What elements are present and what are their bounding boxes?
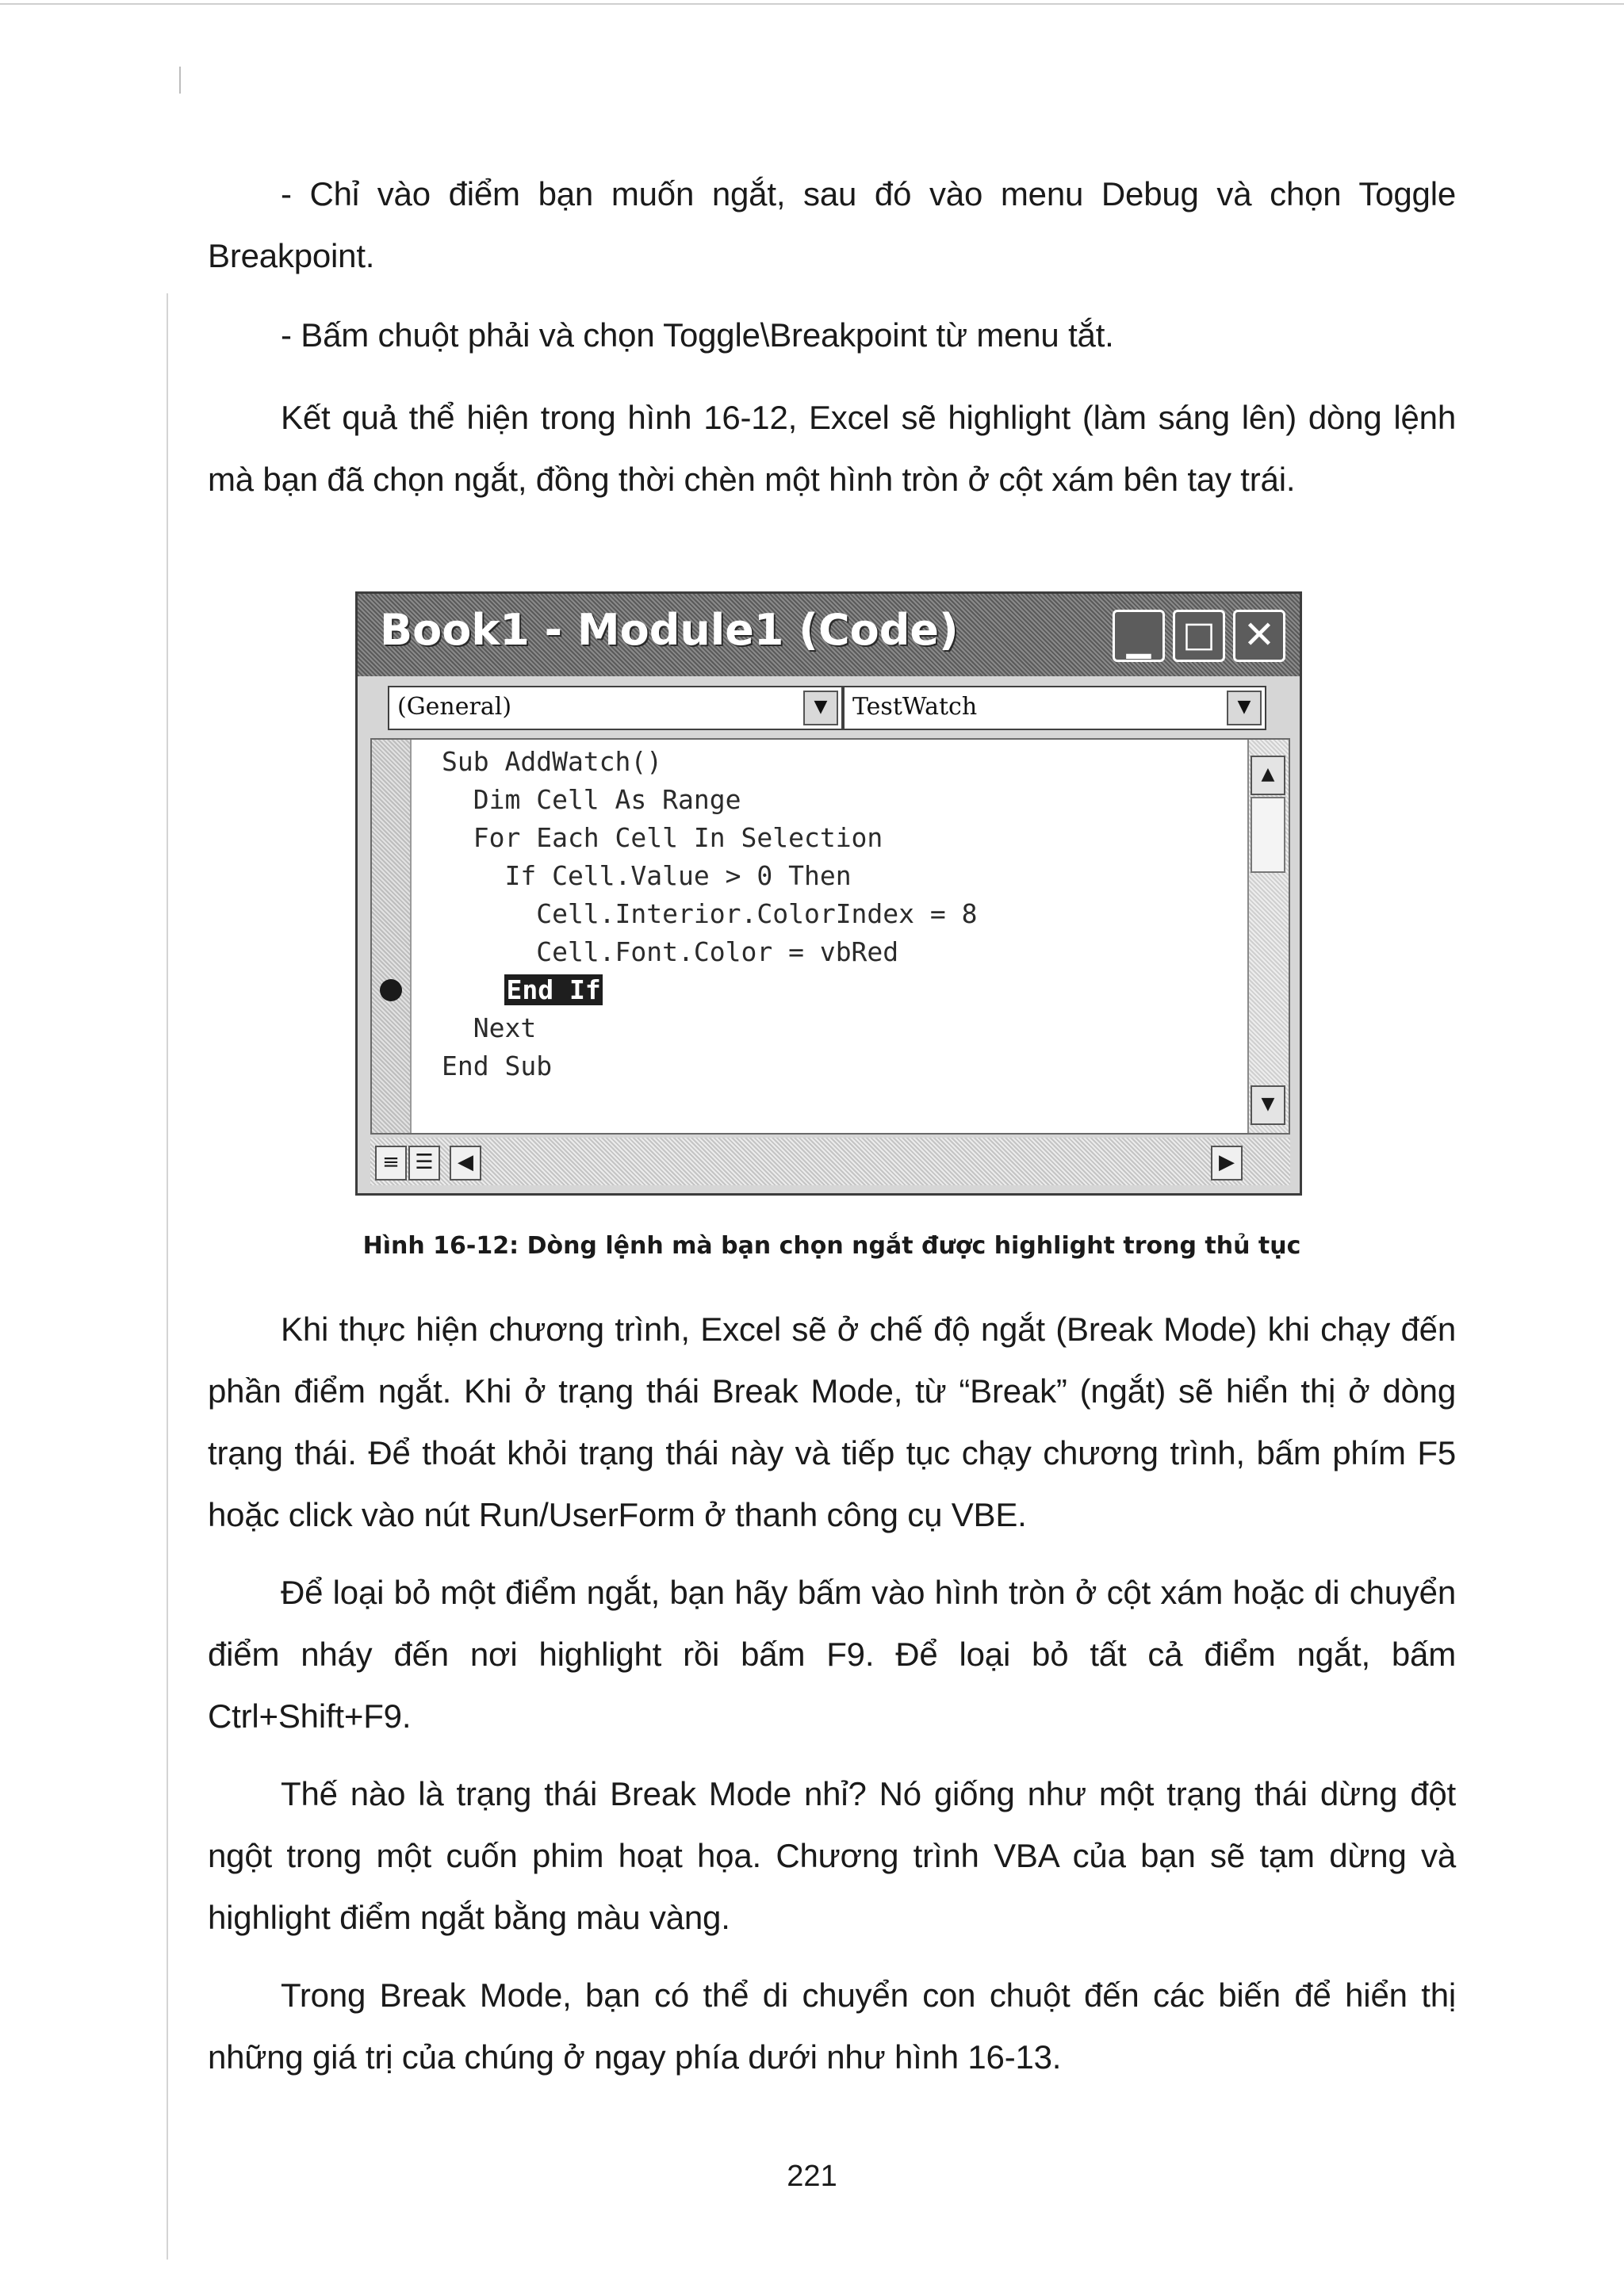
minimize-button[interactable] [1113,610,1165,662]
scroll-right-icon[interactable]: ▶ [1211,1146,1243,1181]
vertical-scrollbar[interactable] [1247,740,1289,1133]
code-line[interactable]: End Sub [442,1050,553,1081]
maximize-icon: □ [1182,614,1216,655]
paragraph-right-click: - Bấm chuột phải và chọn Toggle\Breakpoint từ menu tắt. [281,316,1114,354]
full-module-view-icon[interactable]: ☰ [408,1146,440,1181]
procedure-dropdown[interactable] [843,686,1266,730]
paragraph-remove-breakpoint: Để loại bỏ một điểm ngắt, bạn hãy bấm vào hình tròn ở cột xám hoặc di chuyển điểm nháy đến nơi highlight rồi bấm F9. Để loại bỏ tất cả điểm ngắt, bấm Ctrl+Shift+F9. [208,1574,1456,1735]
code-lines [442,743,978,1085]
close-button[interactable] [1233,610,1285,662]
scroll-left-icon[interactable]: ◀ [450,1146,481,1181]
code-line[interactable]: Cell.Interior.ColorIndex = 8 [442,898,978,929]
vbe-code-window [355,591,1302,1196]
object-dropdown-value: (General) [397,693,512,721]
code-line[interactable]: For Each Cell In Selection [442,822,883,853]
breakpoint-icon[interactable] [380,979,402,1001]
scan-margin-line [167,293,168,2260]
object-dropdown[interactable] [388,686,843,730]
highlighted-breakpoint-line: End If [506,974,601,1005]
code-editor[interactable] [370,738,1290,1135]
minimize-icon: ▁ [1126,622,1151,659]
window-titlebar[interactable] [358,594,1300,676]
figure-caption: Hình 16-12: Dòng lệnh mà bạn chọn ngắt được highlight trong thủ tục [362,1232,1301,1260]
code-line-breakpoint[interactable] [442,971,978,1009]
horizontal-scrollbar[interactable] [370,1138,1290,1185]
window-title: Book1 - Module1 (Code) [380,605,959,655]
procedure-view-icon[interactable]: ≡ [375,1146,407,1181]
chevron-down-icon[interactable]: ▼ [1227,691,1262,725]
scroll-up-icon[interactable]: ▲ [1251,756,1285,795]
paragraph-result: Kết quả thể hiện trong hình 16-12, Excel sẽ highlight (làm sáng lên) dòng lệnh mà bạn đã chọn ngắt, đồng thời chèn một hình tròn ở cột xám bên tay trái. [208,399,1456,498]
scrollbar-thumb[interactable] [1251,797,1285,873]
code-line[interactable]: Sub AddWatch() [442,746,663,777]
paragraph-break-mode: Khi thực hiện chương trình, Excel sẽ ở chế độ ngắt (Break Mode) khi chạy đến phần điểm ngắt. Khi ở trạng thái Break Mode, từ “Break” (ngắt) sẽ hiển thị ở dòng trạng thái. Để thoát khỏi trạng thái này và tiếp tục chạy chương trình, bấm phím F5 hoặc click vào nút Run/UserForm ở thanh công cụ VBE. [208,1311,1456,1533]
code-indent [442,974,504,1005]
paragraph-what-is-break-mode: Thế nào là trạng thái Break Mode nhỉ? Nó giống như một trạng thái dừng đột ngột trong một cuốn phim hoạt họa. Chương trình VBA của bạn sẽ tạm dừng và highlight điểm ngắt bằng màu vàng. [208,1775,1456,1936]
scan-edge-line [0,3,1624,5]
code-line[interactable]: Cell.Font.Color = vbRed [442,936,899,967]
scan-mark [179,67,181,94]
code-line[interactable]: Dim Cell As Range [442,784,741,815]
code-line[interactable]: Next [442,1012,537,1043]
margin-indicator-bar[interactable] [372,740,412,1133]
scroll-down-icon[interactable]: ▼ [1251,1085,1285,1125]
paragraph-show-values: Trong Break Mode, bạn có thể di chuyển con chuột đến các biến để hiển thị những giá trị của chúng ở ngay phía dưới như hình 16-13. [208,1976,1456,2076]
chevron-down-icon[interactable]: ▼ [803,691,838,725]
page-number: 221 [787,2160,837,2193]
procedure-dropdown-value: TestWatch [852,693,978,721]
close-icon: ✕ [1243,613,1276,657]
maximize-button[interactable] [1173,610,1225,662]
paragraph-toggle-breakpoint: - Chỉ vào điểm bạn muốn ngắt, sau đó vào menu Debug và chọn Toggle Breakpoint. [208,175,1456,274]
code-line[interactable]: If Cell.Value > 0 Then [442,860,852,891]
